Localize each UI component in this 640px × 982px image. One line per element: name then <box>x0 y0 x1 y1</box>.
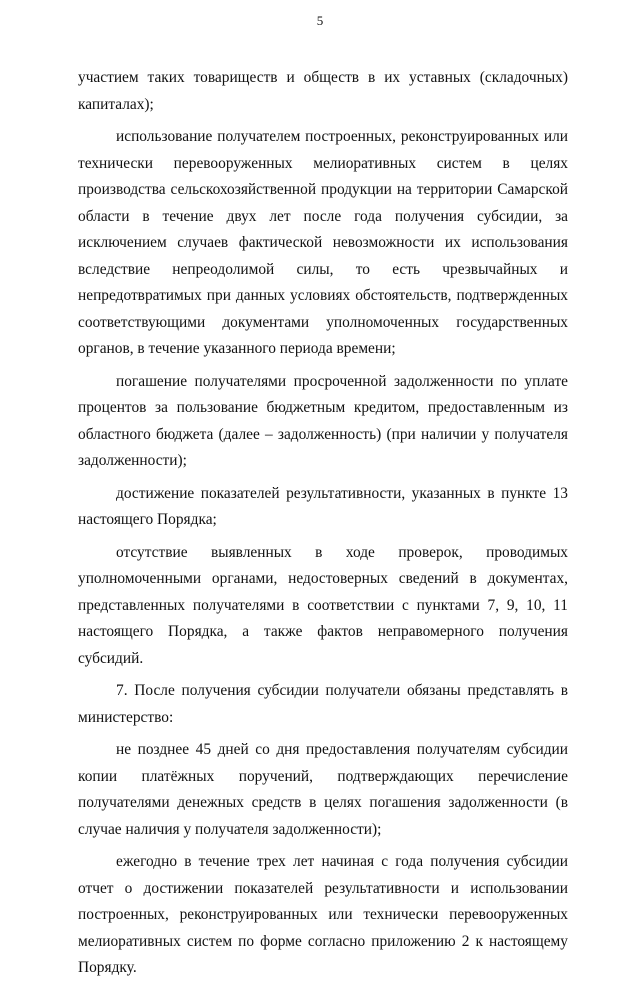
paragraph-use-of-systems: использование получателем построенных, реконструированных или технически перевооруженных мелиоративных систем в целях производства сельскохозяйственной продукции на территории Самарской области в течение двух лет после года получения субсидии, за исключением случаев фактической невозможности их использования вследствие непреодолимой силы, то есть чрезвычайных и непредотвратимых при данных условиях обстоятельств, подтвержденных соответствующими документами уполномоченных государственных органов, в течение указанного периода времени; <box>78 128 568 357</box>
paragraph-performance-indicators: достижение показателей результативности, указанных в пункте 13 настоящего Порядка; <box>78 484 568 528</box>
paragraph-clause-7: 7. После получения субсидии получатели обязаны представлять в министерство: <box>78 682 568 726</box>
paragraph-annual-report: ежегодно в течение трех лет начиная с года получения субсидии отчет о достижении показателей результативности и использовании построенных, реконструированных или технически перевооруженных мелиоративных систем по форме согласно приложению 2 к настоящему Порядку. <box>78 853 568 976</box>
paragraph-continuation: участием таких товариществ и обществ в их уставных (складочных) капиталах); <box>78 69 568 113</box>
paragraph-no-false-info: отсутствие выявленных в ходе проверок, проводимых уполномоченными органами, недостоверных сведений в документах, представленных получателями в соответствии с пунктами 7, 9, 10, 11 настоящего Порядка, а также фактов неправомерного получения субсидий. <box>78 543 568 667</box>
paragraph-payment-orders: не позднее 45 дней со дня предоставления получателям субсидии копии платёжных поручений, подтверждающих перечисление получателями денежных средств в целях погашения задолженности (в случае наличия у получателя задолженности); <box>78 741 568 838</box>
document-body <box>78 65 568 982</box>
paragraph-debt-repayment: погашение получателями просроченной задолженности по уплате процентов за пользование бюджетным кредитом, предоставленным из областного бюджета (далее – задолженность) (при наличии у получателя задолженности); <box>78 372 568 469</box>
page-number: 5 <box>316 13 324 28</box>
